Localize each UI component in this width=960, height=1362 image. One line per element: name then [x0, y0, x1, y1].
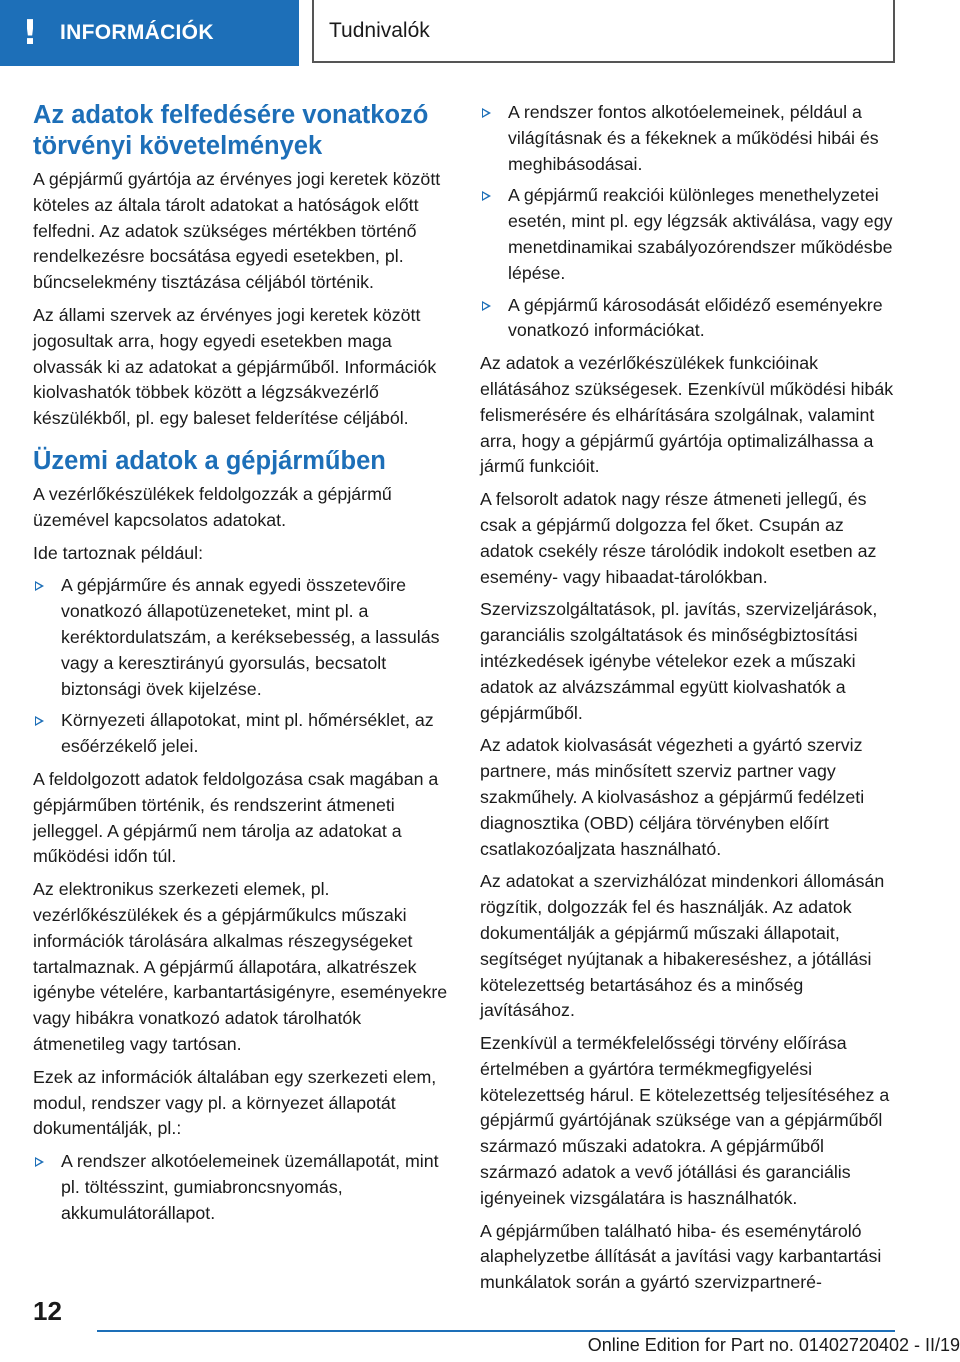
page-number: 12	[33, 1296, 62, 1326]
section-tab	[0, 0, 299, 66]
bullet-list	[33, 573, 449, 760]
edition-footer: Online Edition for Part no. 01402720402 - II/19	[587, 1335, 960, 1355]
list-item: Környezeti állapotokat, mint pl. hőmérséklet, az esőérzékelő jelei.	[33, 708, 449, 760]
bullet-list	[33, 1149, 449, 1226]
list-item: A gépjármű reakciói különleges menethelyzetei esetén, mint pl. egy légzsák aktiválása, vagy egy menetdinamikai szabályozórendszer működésbe lépése.	[480, 183, 900, 286]
list-item: A gépjármű károsodását előidéző eseményekre vonatkozó információkat.	[480, 293, 900, 345]
paragraph: A gépjármű gyártója az érvényes jogi keretek között köteles az általa tárolt adatokat a hatóságok előtt felfedni. Az adatok szükséges mértékben történő rendelkezésre bocsátása egyedi esetekben, pl. bűncselekmény tisztázása céljából történik.	[33, 169, 441, 293]
heading-legal-requirements: Az adatok felfedésére vonatkozó törvényi követelmények	[33, 101, 429, 160]
triangle-bullet-icon	[35, 716, 44, 726]
paragraph: Ide tartoznak például:	[33, 542, 204, 563]
paragraph: Az elektronikus szerkezeti elemek, pl. vezérlőkészülékek és a gépjárműkulcs műszaki információk tárolására alkalmas részegységeket tartalmaznak. A gépjármű állapotára, alkatrészek igénybe vételére, karbantartásigényre, eseményekre vagy hibákra vonatkozó adatok tárolhatók átmenetileg vagy tartósan.	[33, 879, 448, 1054]
paragraph: Ezenkívül a termékfelelősségi törvény előírása értelmében a gyártóra termékmegfigyelési kötelezettség hárul. E kötelezettség teljesítéséhez a gépjármű gyártójának szüksége van a gépjárműből származó műszaki adatokra. A gépjárműből származó adatok a vevő jótállási és garanciális igényeinek vizsgálatára is használhatók.	[480, 1033, 890, 1208]
paragraph: A feldolgozott adatok feldolgozása csak magában a gépjárműben történik, és rendszerint átmeneti jelleggel. A gépjármű nem tárolja az adatokat a működési időn túl.	[33, 768, 439, 867]
paragraph: A gépjárműben található hiba- és eseménytároló alaphelyzetbe állítását a javítási vagy karbantartási munkálatok során a gyártó szervizpartneré-	[480, 1220, 882, 1293]
paragraph: Az adatok kiolvasását végezheti a gyártó szerviz partnere, más minősített szerviz partner vagy szakműhely. A kiolvasáshoz a gépjármű fedélzeti diagnosztika (OBD) céljára törvényben előírt csatlakozóaljzata használható.	[480, 735, 865, 859]
triangle-bullet-icon	[482, 191, 491, 201]
paragraph: Az adatokat a szervizhálózat mindenkori állomásán rögzítik, dolgozzák fel és használják. Az adatok dokumentálják a gépjármű műszaki állapotait, segítséget nyújtanak a hibakereséshez, a jótállási kötelezettség betartásához és a minőség javításához.	[480, 871, 885, 1021]
list-item: A rendszer fontos alkotóelemeinek, például a világításnak és a fékeknek a működési hibái és meghibásodásai.	[480, 100, 900, 177]
triangle-bullet-icon	[35, 1157, 44, 1167]
triangle-bullet-icon	[35, 581, 44, 591]
triangle-bullet-icon	[482, 108, 491, 118]
paragraph: A vezérlőkészülékek feldolgozzák a gépjármű üzemével kapcsolatos adatokat.	[33, 483, 392, 530]
exclamation-icon: !	[22, 13, 38, 53]
paragraph: A felsorolt adatok nagy része átmeneti jellegű, és csak a gépjármű dolgozza fel őket. Csupán az adatok csekély része tárolódik indokolt esetben az esemény- vagy hibaadat-tárolókban.	[480, 489, 877, 587]
list-item: A gépjárműre és annak egyedi összetevőire vonatkozó állapotüzeneteket, mint pl. a keréktordulatszám, a keréksebesség, a lassulás vagy a keresztirányú gyorsulás, becsatolt biztonsági övek kijelzése.	[33, 573, 449, 702]
section-label: INFORMÁCIÓK	[60, 21, 214, 44]
heading-operating-data: Üzemi adatok a gépjárműben	[33, 446, 386, 475]
bullet-list	[480, 100, 900, 344]
paragraph: Az adatok a vezérlőkészülékek funkcióinak ellátásához szükségesek. Ezenkívül működési hibák felismerésére és elhárítására szolgálnak, valamint arra, hogy a gépjármű gyártója optimalizálhassa a jármű funkcióit.	[480, 353, 894, 477]
paragraph: Az állami szervek az érvényes jogi keretek között jogosultak arra, hogy egyedi esetekben maga olvassák ki az adatokat a gépjárműből. Információk kiolvashatók többek között a légzsákvezérlő készülékből, pl. egy baleset felderítése céljából.	[33, 304, 437, 429]
page-header	[0, 0, 960, 66]
right-column	[480, 100, 900, 1303]
triangle-bullet-icon	[482, 301, 491, 311]
left-column	[33, 100, 449, 1233]
footer-divider	[97, 1330, 895, 1332]
list-item: A rendszer alkotóelemeinek üzemállapotát, mint pl. töltésszint, gumiabroncsnyomás, akkumulátorállapot.	[33, 1149, 449, 1226]
topic-label: Tudnivalók	[329, 18, 430, 42]
topic-tab	[312, 0, 895, 63]
paragraph: Ezek az információk általában egy szerkezeti elem, modul, rendszer vagy pl. a környezet állapotát dokumentálják, pl.:	[33, 1066, 437, 1139]
paragraph: Szervizszolgáltatások, pl. javítás, szervizeljárások, garanciális szolgáltatások és minőségbiztosítási intézkedések igénybe vételekor ezek a műszaki adatok az alvázszámmal együtt kiolvashatók a gépjárműből.	[480, 599, 878, 723]
